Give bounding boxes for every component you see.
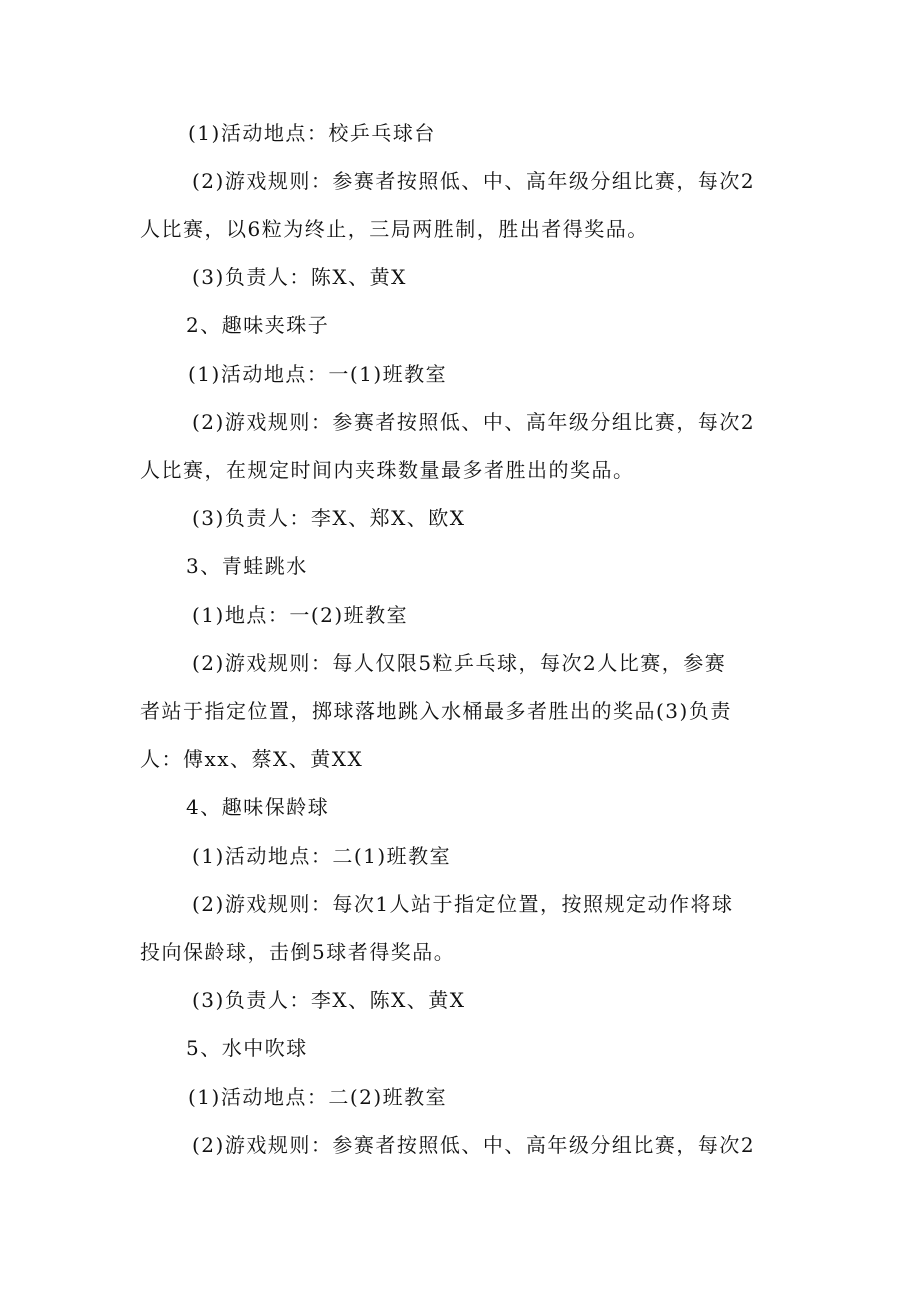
paragraph-line: 投向保龄球，击倒5球者得奖品。	[140, 940, 456, 964]
paragraph-line: (1)活动地点：二(2)班教室	[188, 1085, 448, 1109]
section-heading: 2、趣味夹珠子	[186, 313, 330, 337]
paragraph-line: (2)游戏规则：每次1人站于指定位置，按照规定动作将球	[192, 892, 734, 916]
paragraph-line: 者站于指定位置，掷球落地跳入水桶最多者胜出的奖品(3)负责	[140, 699, 732, 723]
paragraph-line: 人：傅xx、蔡X、黄XX	[140, 747, 364, 771]
paragraph-line: (3)负责人：陈X、黄X	[192, 265, 407, 289]
paragraph-line: (2)游戏规则：参赛者按照低、中、高年级分组比赛，每次2	[192, 1133, 756, 1157]
paragraph-line: (2)游戏规则：参赛者按照低、中、高年级分组比赛，每次2	[192, 169, 756, 193]
paragraph-line: (3)负责人：李X、陈X、黄X	[192, 988, 466, 1012]
paragraph-line: 人比赛，以6粒为终止，三局两胜制，胜出者得奖品。	[140, 217, 649, 241]
paragraph-line: (1)活动地点：二(1)班教室	[192, 844, 452, 868]
paragraph-line: (1)活动地点：校乒乓球台	[188, 121, 436, 145]
section-heading: 5、水中吹球	[186, 1036, 308, 1060]
section-heading: 4、趣味保龄球	[186, 795, 330, 819]
section-heading: 3、青蛙跳水	[186, 554, 308, 578]
paragraph-line: (1)活动地点：一(1)班教室	[188, 362, 448, 386]
paragraph-line: (2)游戏规则：参赛者按照低、中、高年级分组比赛，每次2	[192, 410, 756, 434]
paragraph-line: (2)游戏规则：每人仅限5粒乒乓球，每次2人比赛，参赛	[192, 651, 727, 675]
paragraph-line: (1)地点：一(2)班教室	[192, 603, 409, 627]
paragraph-line: (3)负责人：李X、郑X、欧X	[192, 506, 466, 530]
paragraph-line: 人比赛，在规定时间内夹珠数量最多者胜出的奖品。	[140, 458, 635, 482]
